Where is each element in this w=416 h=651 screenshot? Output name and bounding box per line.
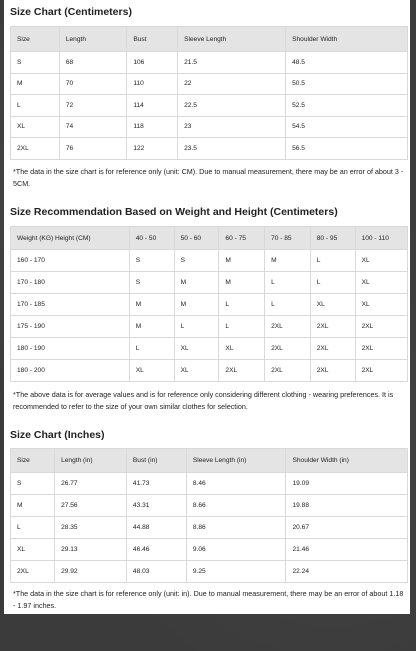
table-cell: 50.5: [286, 73, 408, 95]
table-cell: XL: [355, 294, 407, 316]
table-cell: L: [310, 272, 355, 294]
table-cell: 56.5: [286, 138, 408, 160]
table-cell: S: [11, 52, 60, 74]
table-cell: 52.5: [286, 95, 408, 117]
inch-size-chart-note: *The data in the size chart is for reference only (unit: in). Due to manual measurement, there may be an error of about 1.18 - 1.97 inches.: [13, 589, 404, 610]
table-cell: L: [174, 316, 219, 338]
table-cell: 72: [59, 95, 126, 117]
table-cell: 2XL: [310, 316, 355, 338]
table-cell: 110: [127, 73, 178, 95]
table-cell: 43.31: [126, 495, 186, 517]
table-cell: 114: [127, 95, 178, 117]
table-cell: XL: [174, 360, 219, 382]
table-cell: 20.67: [286, 517, 408, 539]
table-cell: 9.06: [186, 539, 286, 561]
table-row: [11, 138, 408, 160]
table-row: [11, 250, 408, 272]
table-cell: 170 - 185: [11, 294, 130, 316]
table-cell: 54.5: [286, 116, 408, 138]
table-cell: 180 - 200: [11, 360, 130, 382]
table-row: [11, 360, 408, 382]
table-cell: 41.73: [126, 473, 186, 495]
table-cell: S: [11, 473, 55, 495]
table-cell: XL: [11, 539, 55, 561]
table-cell: L: [129, 338, 174, 360]
table-cell: 23.5: [178, 138, 286, 160]
table-cell: 2XL: [310, 360, 355, 382]
column-header: Bust (in): [126, 449, 186, 473]
table-cell: M: [219, 272, 265, 294]
table-cell: M: [129, 316, 174, 338]
table-row: [11, 539, 408, 561]
table-row: [11, 473, 408, 495]
table-cell: 74: [59, 116, 126, 138]
table-row: [11, 495, 408, 517]
column-header: Size: [11, 449, 55, 473]
table-header-row: [11, 449, 408, 473]
table-cell: 160 - 170: [11, 250, 130, 272]
table-cell: 48.5: [286, 52, 408, 74]
inch-size-chart-table: [10, 448, 408, 583]
table-cell: 175 - 190: [11, 316, 130, 338]
cm-size-chart-title: Size Chart (Centimeters): [10, 6, 132, 18]
table-cell: 2XL: [310, 338, 355, 360]
size-recommendation-note: *The above data is for average values and is for reference only considering different clothing - wearing preferences. It is recommended to refer to the size of your own similar clothes for selection.: [13, 390, 394, 411]
table-cell: 19.88: [286, 495, 408, 517]
column-header: Weight (KG) Height (CM): [11, 227, 130, 250]
table-cell: L: [11, 95, 60, 117]
table-cell: 76: [59, 138, 126, 160]
column-header: Shoulder Width: [286, 27, 408, 52]
inch-size-chart-title: Size Chart (Inches): [10, 429, 105, 441]
table-cell: 2XL: [11, 138, 60, 160]
table-row: [11, 52, 408, 74]
table-cell: 122: [127, 138, 178, 160]
table-cell: M: [11, 495, 55, 517]
table-row: [11, 316, 408, 338]
column-header: 60 - 75: [219, 227, 265, 250]
column-header: Length: [59, 27, 126, 52]
cm-size-chart-note: *The data in the size chart is for reference only (unit: CM). Due to manual measurement, there may be an error of about 3 - 5CM.: [13, 167, 404, 188]
table-cell: 118: [127, 116, 178, 138]
table-cell: 8.66: [186, 495, 286, 517]
table-cell: 29.13: [55, 539, 127, 561]
table-cell: 68: [59, 52, 126, 74]
column-header: Shoulder Width (in): [286, 449, 408, 473]
table-cell: M: [265, 250, 311, 272]
table-cell: L: [11, 517, 55, 539]
table-cell: XL: [219, 338, 265, 360]
table-cell: M: [129, 294, 174, 316]
table-cell: 26.77: [55, 473, 127, 495]
table-cell: M: [11, 73, 60, 95]
table-cell: 46.46: [126, 539, 186, 561]
table-cell: 170 - 180: [11, 272, 130, 294]
table-row: [11, 116, 408, 138]
table-cell: 70: [59, 73, 126, 95]
column-header: Bust: [127, 27, 178, 52]
table-row: [11, 517, 408, 539]
table-cell: 9.25: [186, 561, 286, 583]
table-cell: XL: [310, 294, 355, 316]
table-cell: 21.46: [286, 539, 408, 561]
table-cell: 2XL: [265, 316, 311, 338]
table-row: [11, 338, 408, 360]
column-header: 70 - 85: [265, 227, 311, 250]
table-cell: L: [219, 294, 265, 316]
table-cell: 2XL: [355, 360, 407, 382]
table-cell: 2XL: [219, 360, 265, 382]
table-cell: 27.56: [55, 495, 127, 517]
table-row: [11, 294, 408, 316]
column-header: Length (in): [55, 449, 127, 473]
table-cell: 22.24: [286, 561, 408, 583]
table-cell: S: [129, 272, 174, 294]
table-cell: M: [174, 294, 219, 316]
table-cell: XL: [355, 272, 407, 294]
table-cell: 19.09: [286, 473, 408, 495]
table-cell: M: [219, 250, 265, 272]
table-cell: 2XL: [265, 338, 311, 360]
table-cell: 22: [178, 73, 286, 95]
table-cell: L: [265, 272, 311, 294]
column-header: 100 - 110: [355, 227, 407, 250]
table-cell: 2XL: [265, 360, 311, 382]
column-header: Size: [11, 27, 60, 52]
table-cell: XL: [355, 250, 407, 272]
table-cell: S: [129, 250, 174, 272]
table-cell: 28.35: [55, 517, 127, 539]
table-cell: 21.5: [178, 52, 286, 74]
table-row: [11, 561, 408, 583]
table-cell: 22.5: [178, 95, 286, 117]
size-guide-panel: [4, 0, 410, 614]
table-cell: XL: [174, 338, 219, 360]
table-cell: XL: [11, 116, 60, 138]
table-cell: XL: [129, 360, 174, 382]
table-cell: S: [174, 250, 219, 272]
size-recommendation-title: Size Recommendation Based on Weight and Height (Centimeters): [10, 206, 338, 218]
table-header-row: [11, 227, 408, 250]
table-cell: 44.88: [126, 517, 186, 539]
table-cell: 23: [178, 116, 286, 138]
table-cell: 48.03: [126, 561, 186, 583]
column-header: Sleeve Length (in): [186, 449, 286, 473]
table-cell: L: [310, 250, 355, 272]
column-header: Sleeve Length: [178, 27, 286, 52]
size-recommendation-table: [10, 226, 408, 382]
table-header-row: [11, 27, 408, 52]
table-cell: 2XL: [355, 316, 407, 338]
table-cell: 180 - 190: [11, 338, 130, 360]
table-cell: 29.92: [55, 561, 127, 583]
table-row: [11, 73, 408, 95]
table-cell: 8.86: [186, 517, 286, 539]
cm-size-chart-table: [10, 26, 408, 160]
table-row: [11, 95, 408, 117]
column-header: 50 - 60: [174, 227, 219, 250]
table-cell: M: [174, 272, 219, 294]
table-cell: 2XL: [355, 338, 407, 360]
table-cell: L: [219, 316, 265, 338]
table-row: [11, 272, 408, 294]
table-cell: 8.46: [186, 473, 286, 495]
table-cell: L: [265, 294, 311, 316]
column-header: 40 - 50: [129, 227, 174, 250]
column-header: 80 - 95: [310, 227, 355, 250]
table-cell: 106: [127, 52, 178, 74]
table-cell: 2XL: [11, 561, 55, 583]
